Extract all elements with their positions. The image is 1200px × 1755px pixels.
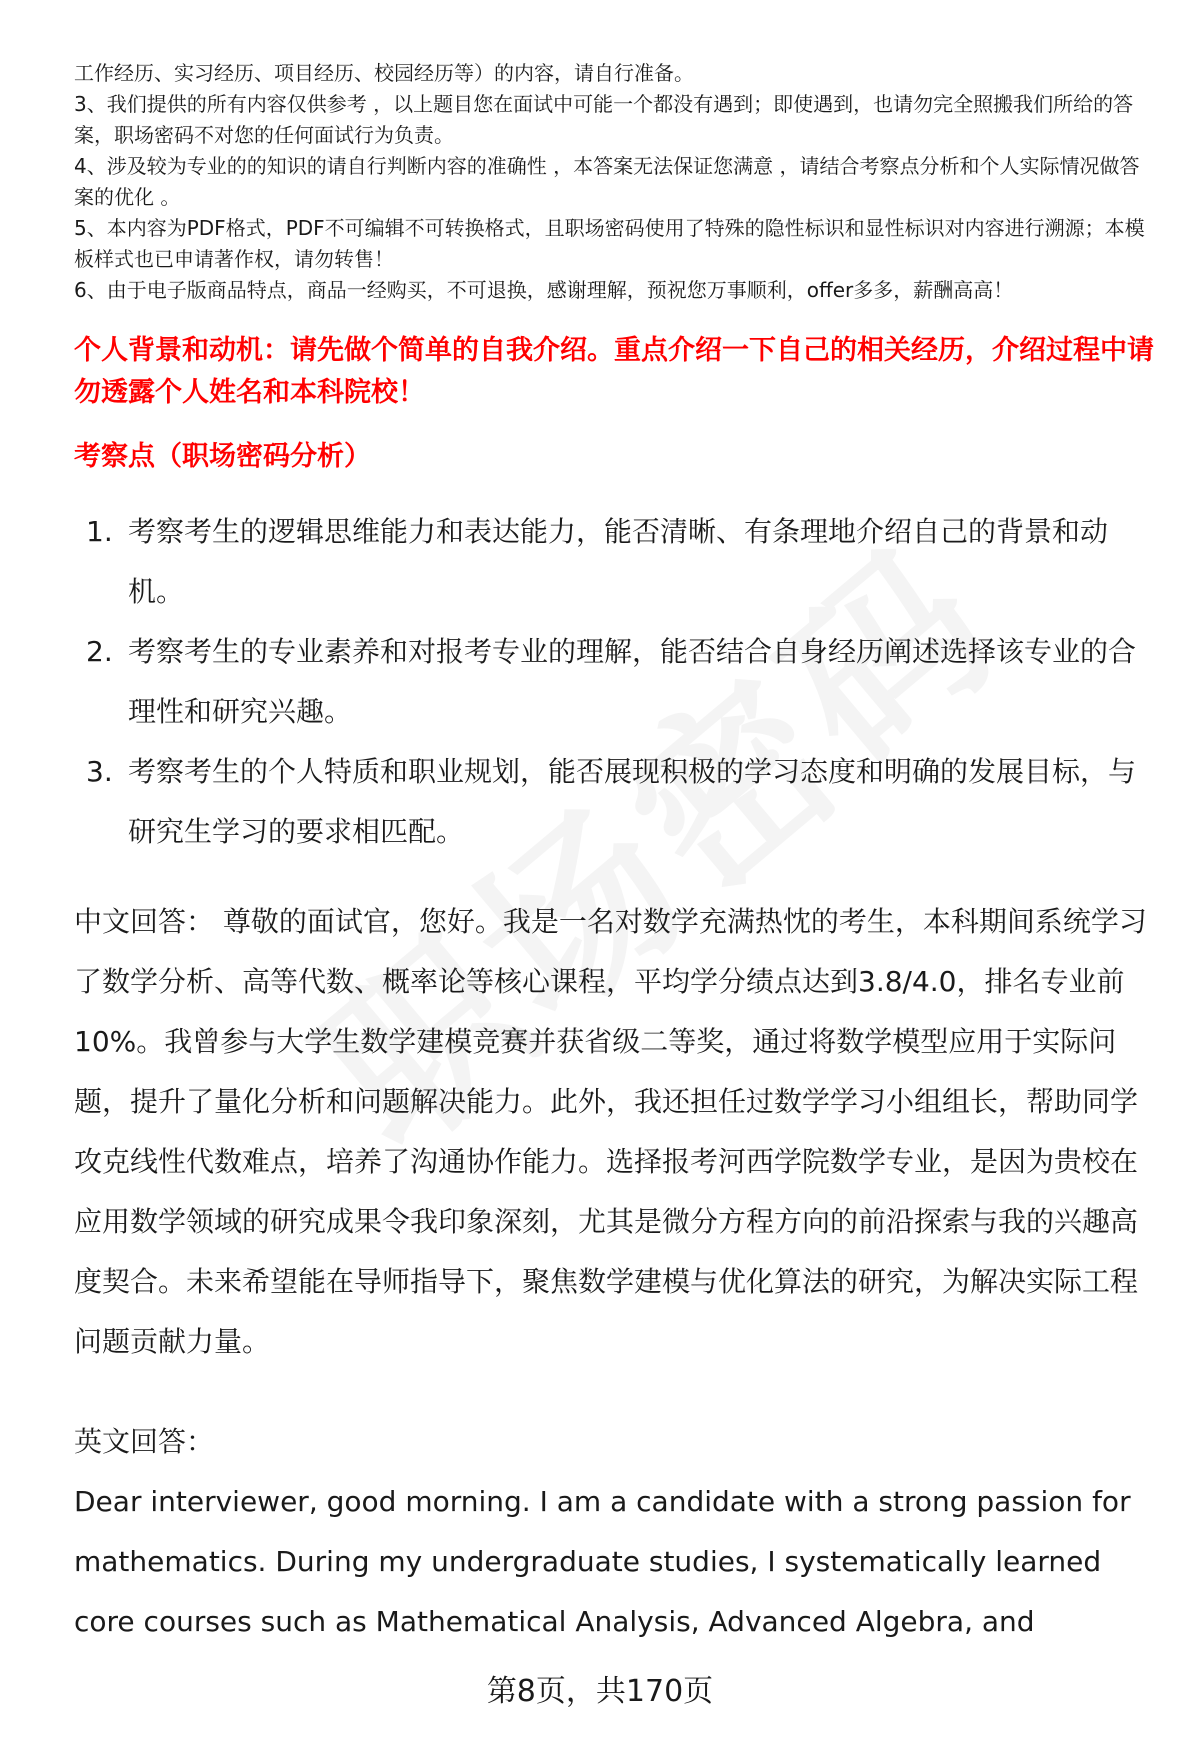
analysis-point (74, 742, 1154, 862)
chinese-answer (74, 892, 1154, 1372)
point-text: 考察考生的个人特质和职业规划，能否展现积极的学习态度和明确的发展目标，与研究生学习的要求相匹配。 (128, 755, 1137, 848)
analysis-point (74, 502, 1154, 622)
notice-line: 3、我们提供的所有内容仅供参考 ，以上题目您在面试中可能一个都没有遇到；即使遇到，也请勿完全照搬我们所给的答案，职场密码不对您的任何面试行为负责。 (74, 92, 1134, 147)
page-content (74, 58, 1154, 1652)
notice-line: 工作经历、实习经历、项目经历、校园经历等）的内容，请自行准备。 (74, 61, 694, 85)
point-number: 2. (86, 635, 113, 668)
analysis-points (74, 502, 1154, 862)
notice-list (74, 58, 1154, 306)
notice-line: 6、由于电子版商品特点，商品一经购买，不可退换，感谢理解，预祝您万事顺利，offer多多，薪酬高高！ (74, 278, 1014, 302)
point-number: 3. (86, 755, 113, 788)
point-number: 1. (86, 515, 113, 548)
notice-line: 5、本内容为PDF格式，PDF不可编辑不可转换格式，且职场密码使用了特殊的隐性标识和显性标识对内容进行溯源；本模板样式也已申请著作权，请勿转售！ (74, 216, 1145, 271)
english-answer-label: 英文回答： (74, 1425, 215, 1458)
chinese-answer-text: 中文回答： 尊敬的面试官，您好。我是一名对数学充满热忱的考生，本科期间系统学习了数学分析、高等代数、概率论等核心课程，平均学分绩点达到3.8/4.0，排名专业前10%。我曾参与大学生数学建模竞赛并获省级二等奖，通过将数学模型应用于实际问题，提升了量化分析和问题解决能力。此外，我还担任过数学学习小组组长，帮助同学攻克线性代数难点，培养了沟通协作能力。选择报考河西学院数学专业，是因为贵校在应用数学领域的研究成果令我印象深刻，尤其是微分方程方向的前沿探索与我的兴趣高度契合。未来希望能在导师指导下，聚焦数学建模与优化算法的研究，为解决实际工程问题贡献力量。 (74, 905, 1147, 1358)
point-text: 考察考生的专业素养和对报考专业的理解，能否结合自身经历阐述选择该专业的合理性和研究兴趣。 (128, 635, 1137, 728)
point-text: 考察考生的逻辑思维能力和表达能力，能否清晰、有条理地介绍自己的背景和动机。 (128, 515, 1109, 608)
english-answer-text: Dear interviewer, good morning. I am a candidate with a strong passion for mathematics. During my undergraduate studies, I systematically learned core courses such as Mathematical Analysis, Advanced Algebra, and (74, 1485, 1131, 1638)
analysis-point (74, 622, 1154, 742)
analysis-title: 考察点（职场密码分析） (74, 441, 371, 472)
notice-line: 4、涉及较为专业的的知识的请自行判断内容的准确性 ，本答案无法保证您满意 ，请结合考察点分析和个人实际情况做答案的优化 。 (74, 154, 1140, 209)
page-number-footer: 第8页，共170页 (486, 1674, 714, 1709)
question-heading: 个人背景和动机：请先做个简单的自我介绍。重点介绍一下自己的相关经历，介绍过程中请勿透露个人姓名和本科院校！ (74, 335, 1154, 408)
